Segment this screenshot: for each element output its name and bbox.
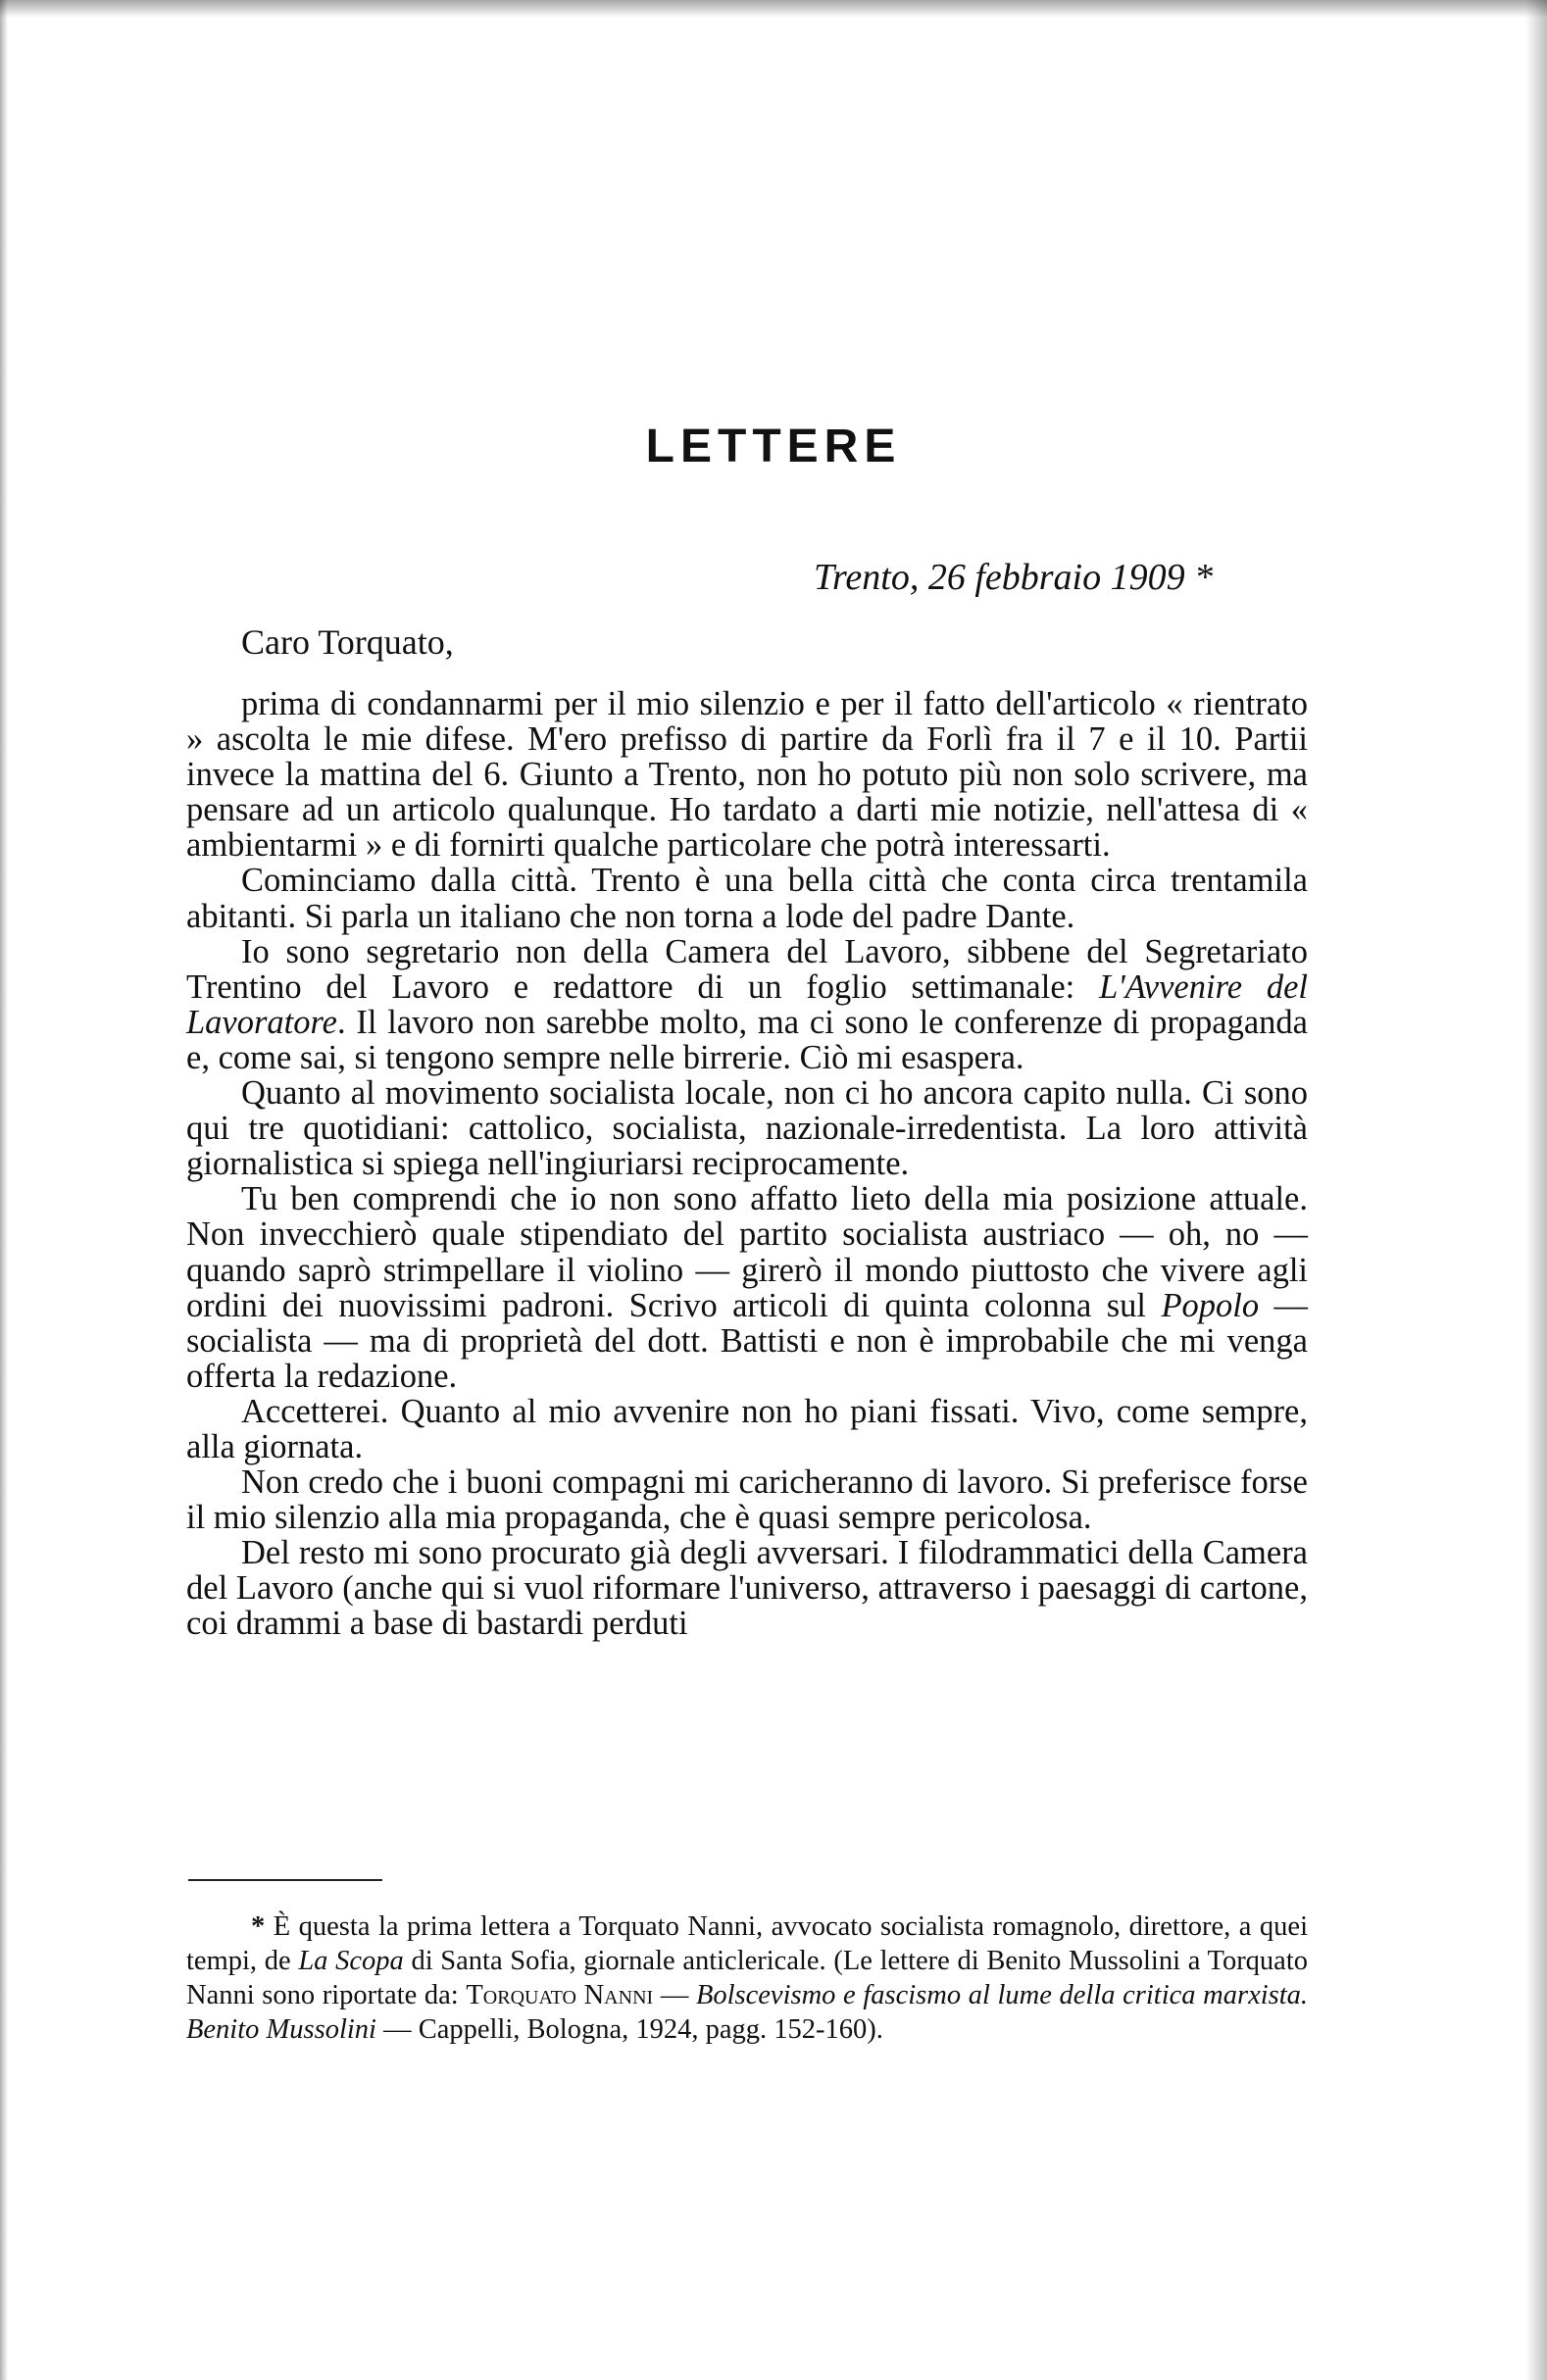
paragraph-7: Non credo che i buoni compagni mi caricheranno di lavoro. Si preferisce forse il mio silenzio alla mia propaganda, che è quasi sempre pericolosa. (186, 1463, 1308, 1537)
footnote-author: Torquato Nanni (466, 1980, 654, 2010)
paragraph-5-text-b: — socialista — ma di proprietà del dott. Battisti e non è improbabile che mi venga offerta la redazione. (186, 1286, 1309, 1395)
scan-edge-right (1525, 0, 1547, 2380)
paragraph-5-text-a: Tu ben comprendi che io non sono affatto lieto della mia posizione attuale. Non invecchierò quale stipendiato del partito socialista austriaco — oh, no — quando saprò strimpellare il violino — girerò il mondo piuttosto che vivere agli ordini dei nuovissimi padroni. Scrivo articoli di quinta colonna sul (186, 1180, 1308, 1324)
letter-dateline (814, 556, 1213, 599)
footnote-journal-title: La Scopa (298, 1946, 404, 1976)
footnote-text-a: È questa la prima lettera a Torquato Nanni, avvocato socialista romagnolo, direttore, a quei tempi, de (186, 1911, 1308, 1976)
dateline-footnote-marker: * (1194, 557, 1214, 598)
paragraph-2: Cominciamo dalla città. Trento è una bella città che conta circa trentamila abitanti. Si parla un italiano che non torna a lode del padre Dante. (186, 862, 1308, 935)
page-title: LETTERE (645, 421, 902, 472)
paragraph-6: Accetterei. Quanto al mio avvenire non ho piani fissati. Vivo, come sempre, alla giornata. (186, 1392, 1308, 1465)
paragraph-1: prima di condannarmi per il mio silenzio e per il fatto dell'articolo « rientrato » ascolta le mie difese. M'ero prefisso di partire da Forlì fra il 7 e il 10. Partii invece la mattina del 6. Giunto a Trento, non ho potuto più non solo scrivere, ma pensare ad un articolo qualunque. Ho tardato a darti mie notizie, nell'attesa di « ambientarmi » e di fornirti qualche particolare che potrà interessarti. (186, 685, 1308, 865)
newspaper-title-avvenire: L'Avvenire del Lavoratore (186, 967, 1308, 1041)
footnote-divider (188, 1879, 382, 1881)
paragraph-5 (186, 1181, 1308, 1394)
paragraph-3-text-b: . Il lavoro non sarebbe molto, ma ci sono le conferenze di propaganda e, come sai, si tengono sempre nelle birrerie. Ciò mi esaspera. (186, 1003, 1308, 1076)
paragraph-3-text-a: Io sono segretario non della Camera del Lavoro, sibbene del Segretariato Trentino del Lavoro e redattore di un foglio settimanale: (186, 932, 1308, 1006)
paragraph-8: Del resto mi sono procurato già degli avversari. I filodrammatici della Camera del Lavoro (anche qui si vuol riformare l'universo, attraverso i paesaggi di cartone, coi drammi a base di bastardi perduti (186, 1534, 1308, 1643)
footnote-marker: * (251, 1911, 266, 1942)
newspaper-title-popolo: Popolo (1161, 1286, 1260, 1324)
footnote-dash-1: — (660, 1980, 689, 2010)
letter-body (186, 686, 1308, 1642)
letter-salutation: Caro Torquato, (241, 622, 454, 662)
scan-edge-left (0, 0, 8, 2380)
paragraph-3 (186, 934, 1308, 1075)
scan-edge-top (0, 0, 1547, 18)
footnote-text-b: di Santa Sofia, giornale anticlericale. (Le lettere di Benito Mussolini a Torquato Nanni sono riportate da: (186, 1946, 1309, 2010)
footnote-dash-2: — (383, 2014, 412, 2045)
footnote-text-c: Cappelli, Bologna, 1924, pagg. 152-160). (418, 2014, 883, 2045)
dateline-text: Trento, 26 febbraio 1909 (814, 557, 1185, 598)
footnote (186, 1909, 1308, 2047)
paragraph-4: Quanto al movimento socialista locale, non ci ho ancora capito nulla. Ci sono qui tre quotidiani: cattolico, socialista, nazionale-irredentista. La loro attività giornalistica si spiega nell'ingiuriarsi reciprocamente. (186, 1074, 1308, 1183)
footnote-book-title: Bolscevismo e fascismo al lume della critica marxista. Benito Mussolini (186, 1980, 1309, 2045)
